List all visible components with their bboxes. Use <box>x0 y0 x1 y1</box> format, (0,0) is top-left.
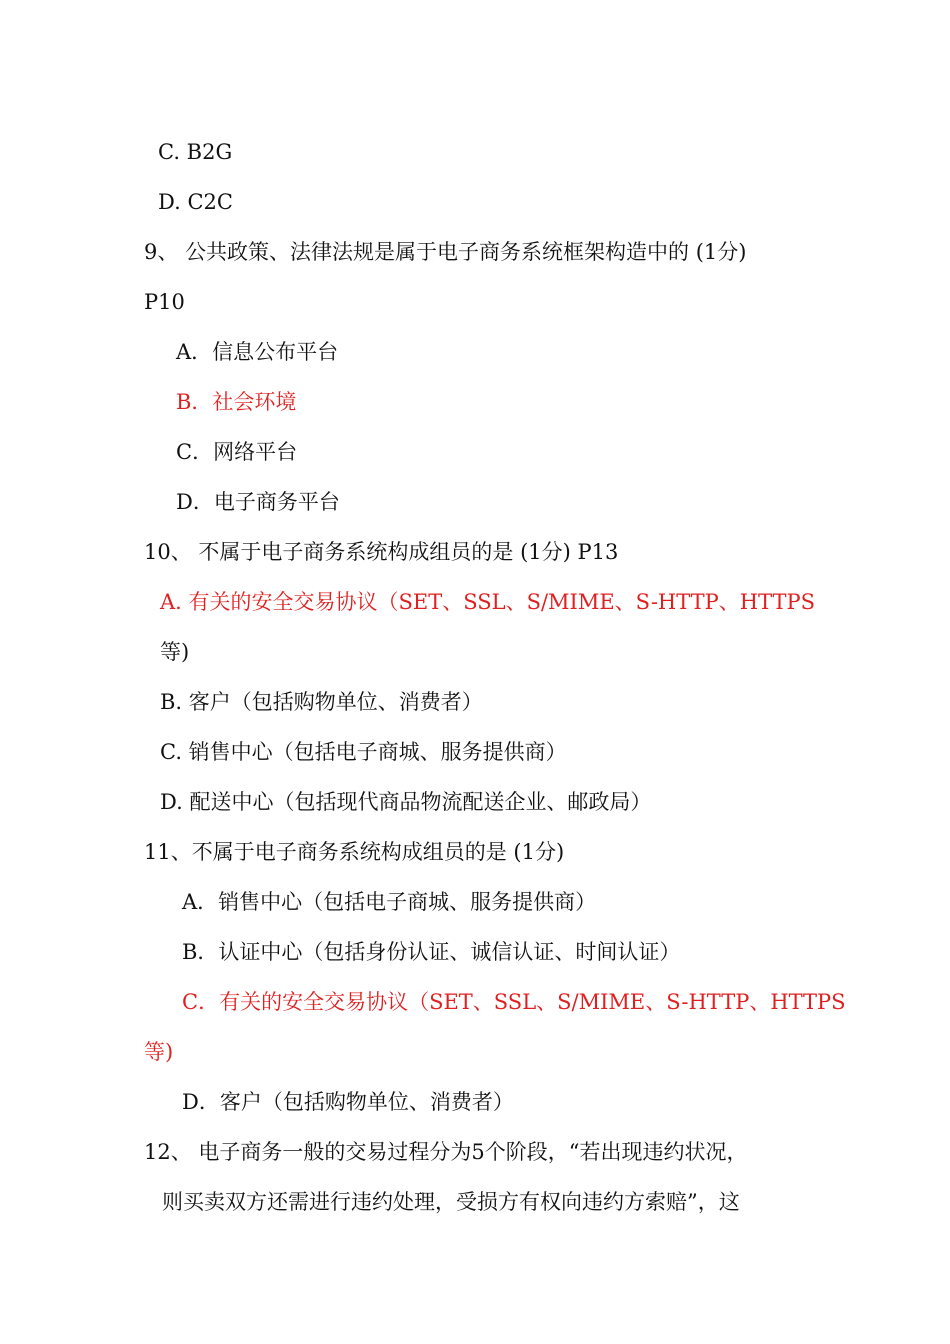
q11-option-d: D．客户（包括购物单位、消费者） <box>182 1090 514 1114</box>
q11-option-b: B．认证中心（包括身份认证、诚信认证、时间认证） <box>182 940 681 964</box>
q10-option-a <box>160 587 815 617</box>
q10-answer-marker: A. 有关的安全交易协议（SET、SSL、S/MIME、S-HTTP、HTTPS <box>160 590 816 614</box>
q12-stem: 12、 电子商务一般的交易过程分为5个阶段，“若出现违约状况， <box>144 1140 748 1164</box>
q9-option-b-answer: B．社会环境 <box>176 390 297 414</box>
q11-option-c-answer: C．有关的安全交易协议（SET、SSL、S/MIME、S-HTTP、HTTPS <box>182 990 846 1014</box>
q10-option-d: D. 配送中心（包括现代商品物流配送企业、邮政局） <box>160 790 652 814</box>
q10-option-b: B. 客户（包括购物单位、消费者） <box>160 690 483 714</box>
q9-option-d: D．电子商务平台 <box>176 490 340 514</box>
q10-option-c: C. 销售中心（包括电子商城、服务提供商） <box>160 740 567 764</box>
q10-option-a-continued: 等) <box>160 640 190 664</box>
q11-option-c-continued: 等) <box>144 1040 174 1064</box>
q11-stem: 11、不属于电子商务系统构成组员的是 (1分) <box>144 840 565 864</box>
q8-option-d: D. C2C <box>158 190 233 214</box>
q12-stem-continued: 则买卖双方还需进行违约处理，受损方有权向违约方索赔”，这 <box>162 1190 740 1214</box>
q9-option-c: C．网络平台 <box>176 440 298 464</box>
q10-stem: 10、 不属于电子商务系统构成组员的是 (1分) P13 <box>144 540 619 564</box>
q9-option-a: A．信息公布平台 <box>176 340 339 364</box>
q9-stem: 9、 公共政策、法律法规是属于电子商务系统框架构造中的 (1分) <box>144 240 747 264</box>
q11-option-a: A．销售中心（包括电子商城、服务提供商） <box>182 890 597 914</box>
q9-stem-continued: P10 <box>144 290 185 314</box>
q8-option-c: C. B2G <box>158 140 233 164</box>
